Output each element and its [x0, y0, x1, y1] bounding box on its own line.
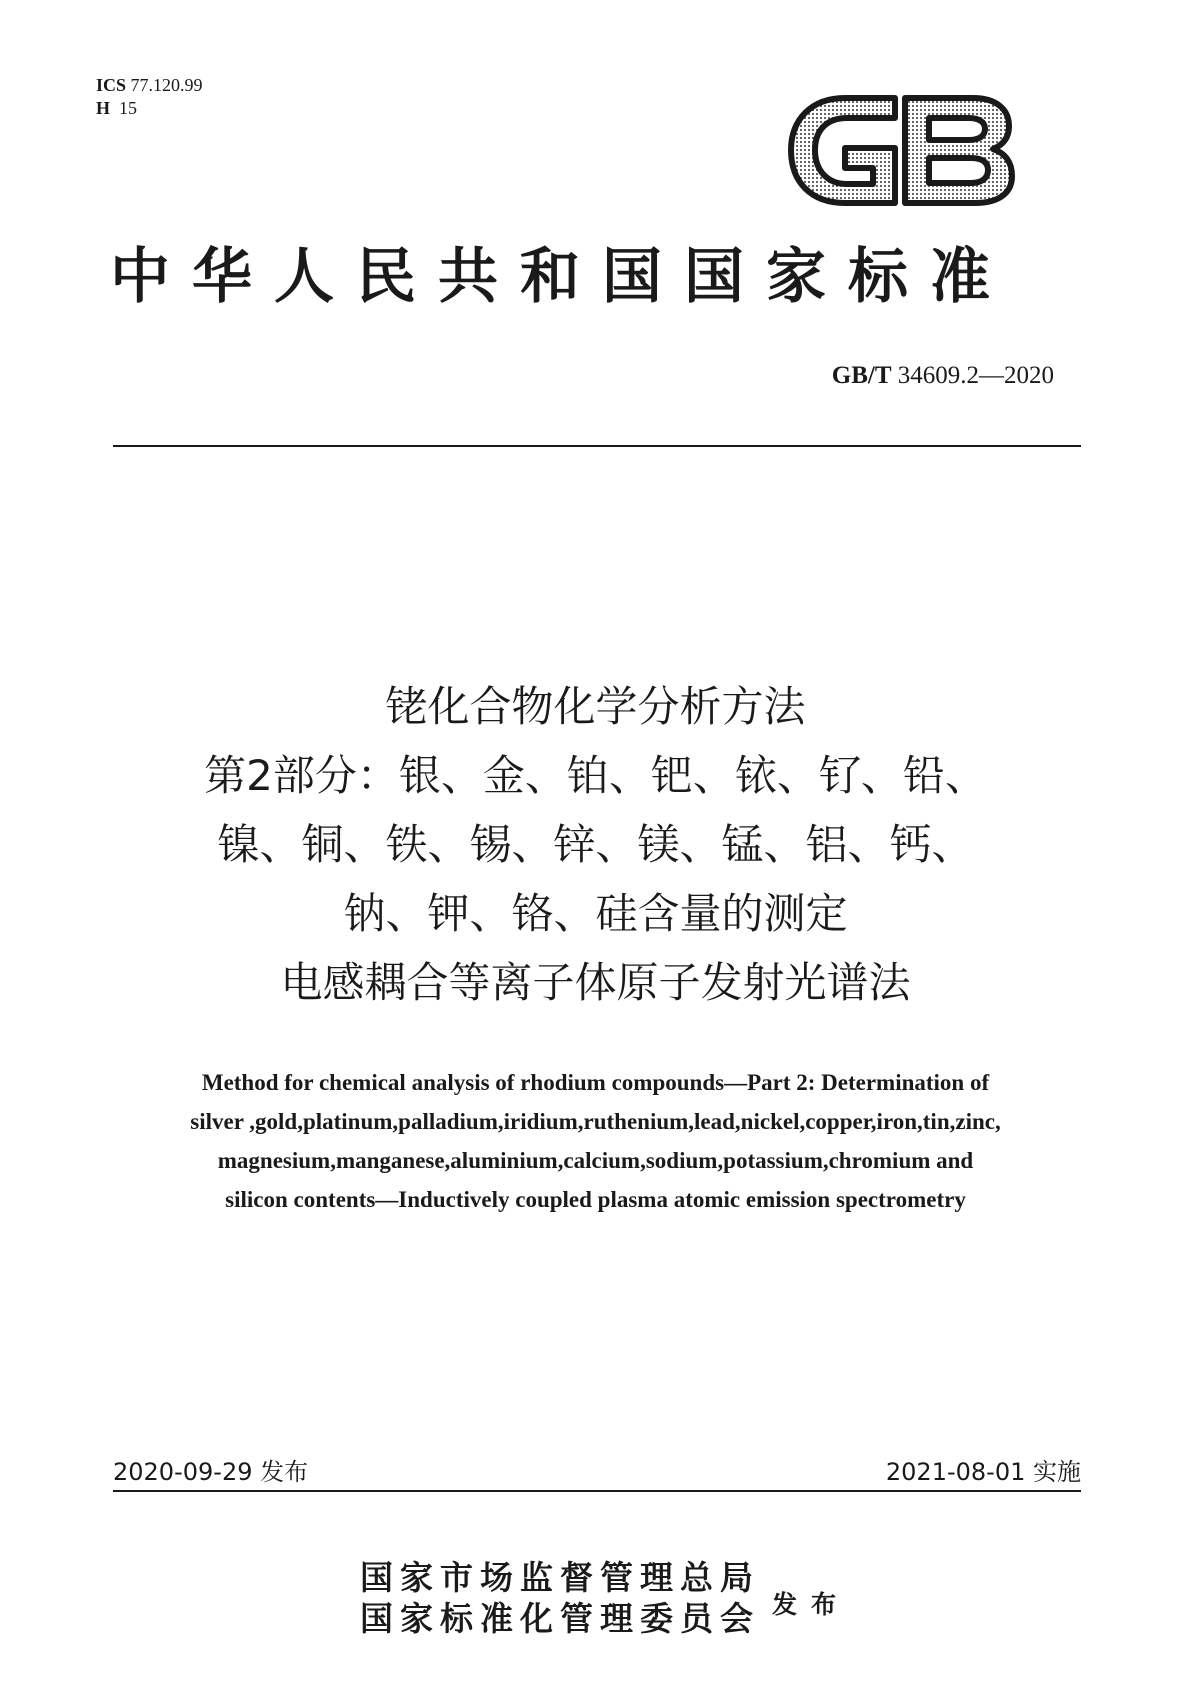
issuing-authorities: [360, 1557, 760, 1639]
chinese-title-line: 钠、钾、铬、硅含量的测定: [343, 889, 848, 938]
gb-logo: [783, 88, 1018, 213]
bottom-divider: [113, 1490, 1081, 1492]
issuer-name: 国家市场监督管理总局: [360, 1558, 760, 1597]
publish-label: 发布: [772, 1590, 851, 1619]
chinese-title-line: 铑化合物化学分析方法: [385, 682, 806, 731]
ics-code: ICS 77.120.99: [96, 75, 203, 95]
chinese-title: [0, 672, 1191, 1017]
ccs-code: H 15: [96, 98, 138, 118]
implementation-date: 2021-08-01 实施: [885, 1458, 1081, 1486]
country-standard-title: 中华人民共和国国家标准: [110, 242, 1012, 312]
chinese-title-line: 电感耦合等离子体原子发射光谱法: [280, 958, 911, 1007]
english-title-line: silicon contents—Inductively coupled plasma atomic emission spectrometry: [225, 1187, 966, 1212]
issue-date: 2020-09-29 发布: [113, 1458, 309, 1486]
classification-block: [96, 74, 203, 120]
top-divider: [113, 445, 1081, 447]
english-title-line: Method for chemical analysis of rhodium compounds—Part 2: Determination of: [201, 1070, 990, 1095]
chinese-title-line: 第2部分：银、金、铂、钯、铱、钌、铅、: [204, 751, 987, 800]
english-title-line: silver ,gold,platinum,palladium,iridium,ruthenium,lead,nickel,copper,iron,tin,zinc,: [190, 1109, 1001, 1134]
english-title: [100, 1063, 1091, 1219]
english-title-line: magnesium,manganese,aluminium,calcium,sodium,potassium,chromium and: [217, 1148, 974, 1173]
chinese-title-line: 镍、铜、铁、锡、锌、镁、锰、铝、钙、: [217, 820, 974, 869]
standard-number: GB/T 34609.2—2020: [831, 362, 1054, 389]
issuer-name: 国家标准化管理委员会: [360, 1599, 760, 1638]
